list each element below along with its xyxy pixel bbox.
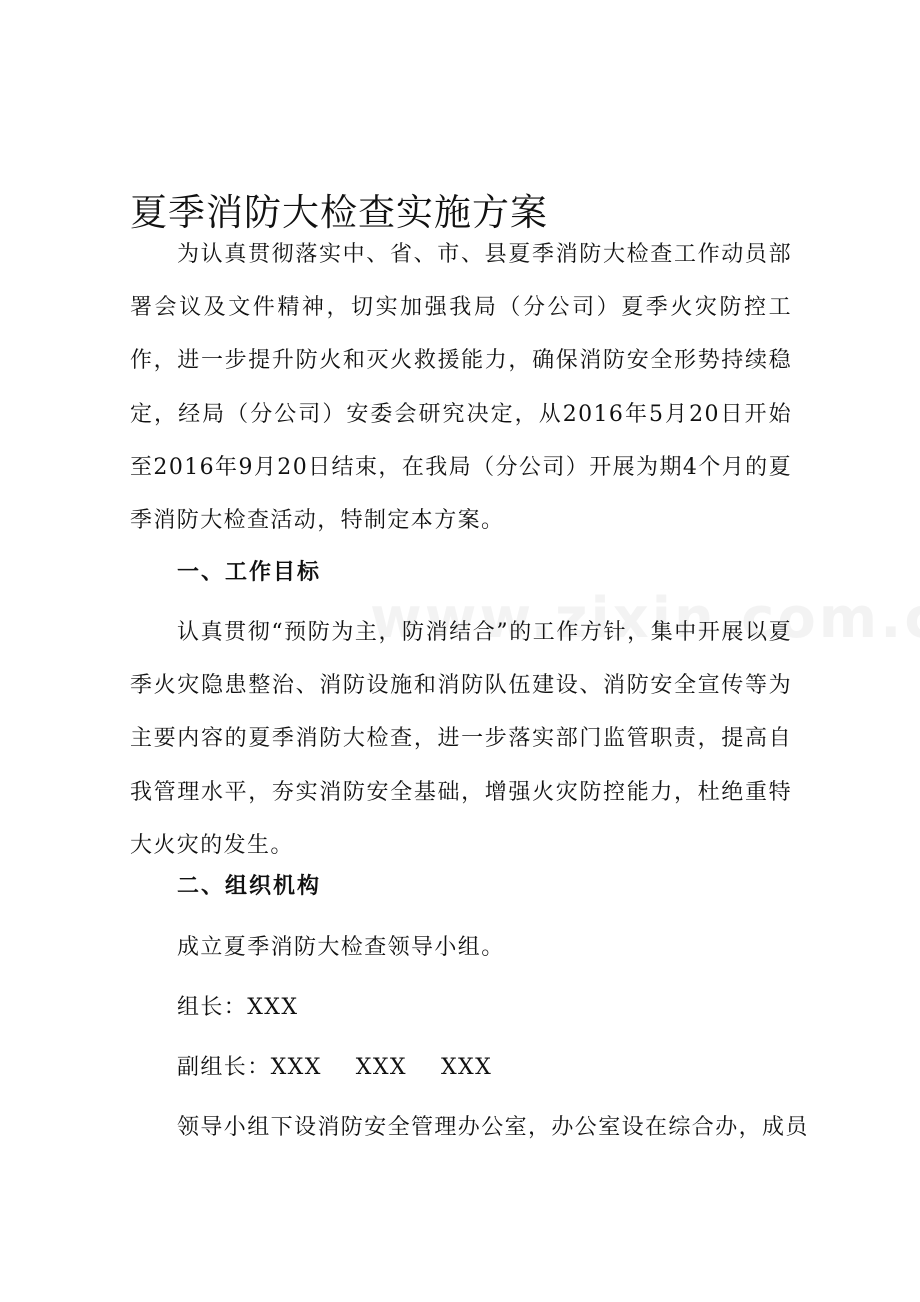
goals-paragraph: 认真贯彻“预防为主，防消结合”的工作方针，集中开展以夏季火灾隐患整治、消防设施和消防队伍建设、消防安全宣传等为主要内容的夏季消防大检查，进一步落实部门监管职责，提高自我管理水平，夯实消防安全基础，增强火灾防控能力，杜绝重特大火灾的发生。 xyxy=(130,620,792,858)
deputy-leader-line xyxy=(177,1053,492,1083)
deputy-name: XXX xyxy=(270,1055,322,1080)
section-heading-goals: 一、工作目标 xyxy=(177,560,322,585)
group-leader-line xyxy=(177,993,298,1023)
deputy-name: XXX xyxy=(355,1055,407,1080)
leader-label: 组长： xyxy=(177,995,248,1020)
leader-name: XXX xyxy=(247,995,299,1020)
section-heading-organization: 二、组织机构 xyxy=(177,874,322,899)
deputy-name: XXX xyxy=(440,1055,493,1080)
intro-paragraph: 为认真贯彻落实中、省、市、县夏季消防大检查工作动员部署会议及文件精神，切实加强我局（分公司）夏季火灾防控工作，进一步提升防火和灭火救援能力，确保消防安全形势持续稳定，经局（分公司）安委会研究决定，从2016年5月20日开始至2016年9月20日结束，在我局（分公司）开展为期4个月的夏季消防大检查活动，特制定本方案。 xyxy=(130,242,792,534)
document-title: 夏季消防大检查实施方案 xyxy=(130,191,548,234)
deputy-label: 副组长： xyxy=(177,1055,271,1080)
leading-group-setup: 成立夏季消防大检查领导小组。 xyxy=(177,935,505,960)
office-paragraph: 领导小组下设消防安全管理办公室，办公室设在综合办，成员 xyxy=(177,1115,809,1140)
